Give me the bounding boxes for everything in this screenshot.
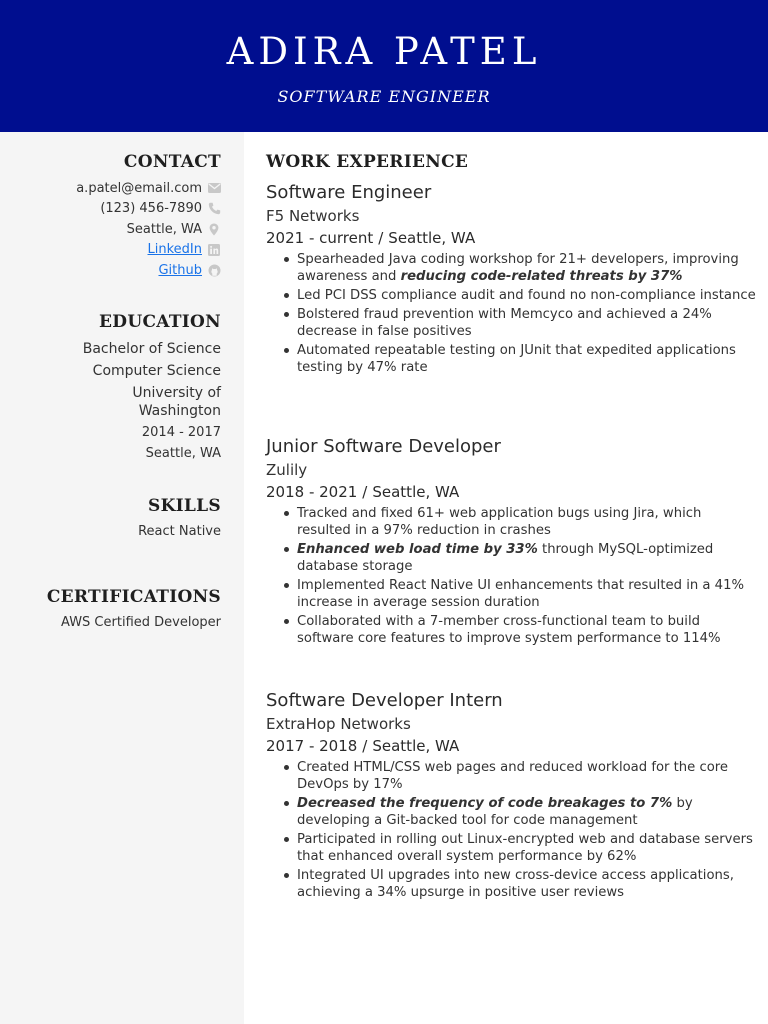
job-title: Junior Software Developer [266, 436, 501, 457]
job-meta [266, 481, 756, 503]
resume-header [0, 0, 768, 132]
education-location: Seattle, WA [145, 446, 221, 461]
location-text: Seattle, WA [126, 221, 202, 237]
bullet-item: Led PCI DSS compliance audit and found no non-compliance instance [266, 287, 756, 304]
bullet-item: Collaborated with a 7-member cross-functional team to build software core features to improve system performance to 114% [266, 613, 756, 647]
job-dates: 2018 - 2021 [266, 483, 358, 501]
envelope-icon [207, 181, 221, 195]
github-icon [207, 263, 221, 277]
certification-item: AWS Certified Developer [61, 615, 221, 630]
bullet-item: Tracked and fixed 61+ web application bugs using Jira, which resulted in a 97% reduction in crashes [266, 505, 756, 539]
education-degree: Bachelor of Science [82, 341, 221, 357]
bullet-item: Automated repeatable testing on JUnit that expedited applications testing by 47% rate [266, 342, 756, 376]
job-dates: 2021 - current [266, 229, 374, 247]
job-entry [266, 181, 756, 378]
skill-item: React Native [138, 524, 221, 539]
contact-heading: CONTACT [123, 152, 221, 172]
job-company: ExtraHop Networks [266, 715, 411, 733]
contact-location [76, 219, 221, 240]
meta-separator: / [378, 229, 384, 247]
work-experience-heading: WORK EXPERIENCE [266, 152, 469, 172]
bullet-item: Spearheaded Java coding workshop for 21+ developers, improving awareness and reducing code-related threats by 37% [266, 251, 756, 285]
map-pin-icon [207, 222, 221, 236]
bullet-item: Implemented React Native UI enhancements that resulted in a 41% increase in average session duration [266, 577, 756, 611]
linkedin-icon [207, 243, 221, 257]
education-years: 2014 - 2017 [141, 425, 221, 440]
phone-text[interactable]: (123) 456-7890 [100, 201, 202, 217]
phone-icon [207, 202, 221, 216]
bullet-item: Enhanced web load time by 33% through MySQL-optimized database storage [266, 541, 756, 575]
contact-email [76, 178, 221, 199]
github-link[interactable]: Github [158, 262, 202, 278]
bullet-item: Created HTML/CSS web pages and reduced workload for the core DevOps by 17% [266, 759, 756, 793]
job-entry [266, 689, 756, 903]
candidate-name: ADIRA PATEL [226, 30, 542, 73]
job-bullets [266, 505, 756, 647]
job-company: Zulily [266, 461, 308, 479]
job-dates: 2017 - 2018 [266, 737, 358, 755]
bullet-item: Decreased the frequency of code breakages to 7% by developing a Git-backed tool for code management [266, 795, 756, 829]
contact-github [76, 260, 221, 281]
certifications-section [47, 587, 221, 630]
bullet-item: Participated in rolling out Linux-encrypted web and database servers that enhanced overall system performance by 62% [266, 831, 756, 865]
sidebar [0, 132, 244, 1024]
meta-separator: / [362, 483, 368, 501]
job-bullets [266, 759, 756, 901]
skills-section [138, 496, 221, 539]
job-title: Software Engineer [266, 182, 432, 203]
job-title: Software Developer Intern [266, 690, 503, 711]
contact-linkedin [76, 240, 221, 261]
job-company: F5 Networks [266, 207, 360, 225]
contact-section [76, 152, 221, 281]
job-meta [266, 735, 756, 757]
job-bullets [266, 251, 756, 376]
job-meta [266, 227, 756, 249]
education-school: University of Washington [132, 385, 221, 419]
job-location: Seattle, WA [388, 229, 476, 247]
education-field: Computer Science [92, 363, 221, 379]
linkedin-link[interactable]: LinkedIn [147, 242, 202, 258]
certifications-heading: CERTIFICATIONS [46, 587, 221, 607]
education-section [31, 312, 221, 466]
contact-phone [76, 199, 221, 220]
skills-heading: SKILLS [148, 496, 221, 516]
email-text[interactable]: a.patel@email.com [76, 180, 202, 196]
job-entry [266, 435, 756, 649]
bullet-item: Integrated UI upgrades into new cross-device access applications, achieving a 34% upsurge in positive user reviews [266, 867, 756, 901]
bullet-item: Bolstered fraud prevention with Memcyco and achieved a 24% decrease in false positives [266, 306, 756, 340]
meta-separator: / [362, 737, 368, 755]
candidate-role: SOFTWARE ENGINEER [277, 87, 491, 106]
job-location: Seattle, WA [372, 737, 460, 755]
job-location: Seattle, WA [372, 483, 460, 501]
education-heading: EDUCATION [99, 312, 221, 332]
